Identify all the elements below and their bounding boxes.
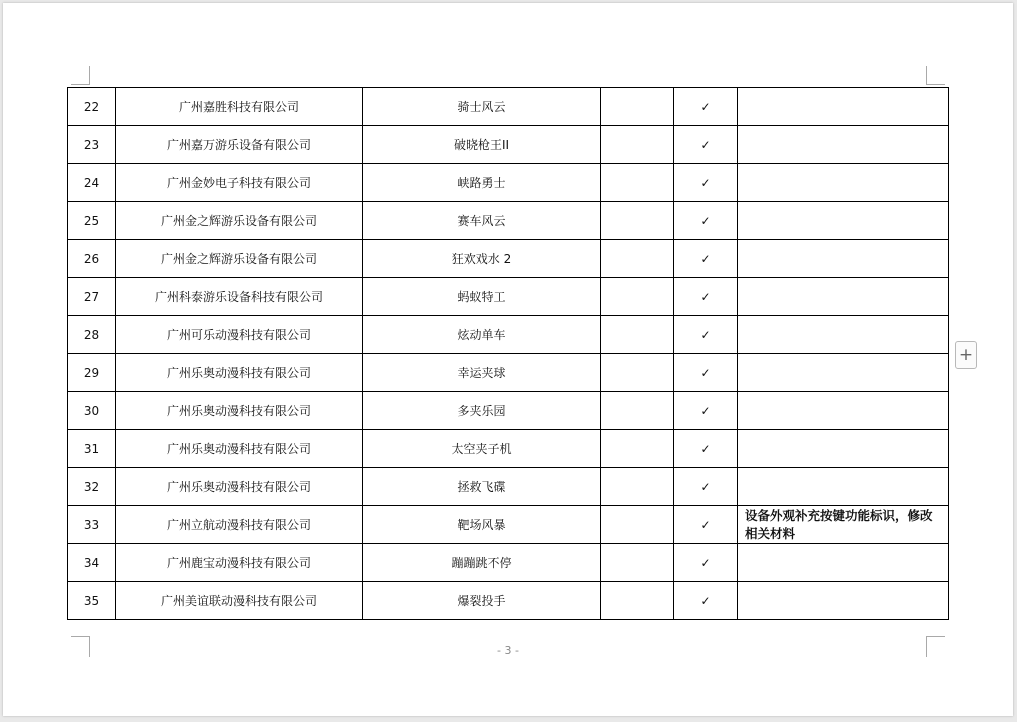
crop-mark-top-left xyxy=(71,66,90,85)
product-name-cell[interactable]: 拯救飞碟 xyxy=(363,468,601,506)
remark-cell[interactable] xyxy=(738,278,949,316)
table-row xyxy=(68,164,949,202)
product-name-cell[interactable]: 幸运夹球 xyxy=(363,354,601,392)
checkmark-icon[interactable]: ✓ xyxy=(674,506,738,544)
checkmark-icon[interactable]: ✓ xyxy=(674,240,738,278)
row-number-cell[interactable]: 22 xyxy=(68,88,116,126)
row-number-cell[interactable]: 26 xyxy=(68,240,116,278)
company-cell[interactable]: 广州金妙电子科技有限公司 xyxy=(116,164,363,202)
remark-cell[interactable] xyxy=(738,582,949,620)
blank-cell[interactable] xyxy=(601,392,674,430)
checkmark-icon[interactable]: ✓ xyxy=(674,582,738,620)
product-name-cell[interactable]: 靶场风暴 xyxy=(363,506,601,544)
company-cell[interactable]: 广州立航动漫科技有限公司 xyxy=(116,506,363,544)
product-name-cell[interactable]: 蹦蹦跳不停 xyxy=(363,544,601,582)
product-name-cell[interactable]: 蚂蚁特工 xyxy=(363,278,601,316)
checkmark-icon[interactable]: ✓ xyxy=(674,126,738,164)
checkmark-icon[interactable]: ✓ xyxy=(674,202,738,240)
blank-cell[interactable] xyxy=(601,240,674,278)
blank-cell[interactable] xyxy=(601,316,674,354)
row-number-cell[interactable]: 28 xyxy=(68,316,116,354)
remark-cell[interactable] xyxy=(738,88,949,126)
blank-cell[interactable] xyxy=(601,430,674,468)
blank-cell[interactable] xyxy=(601,278,674,316)
checkmark-icon[interactable]: ✓ xyxy=(674,164,738,202)
remark-cell[interactable] xyxy=(738,164,949,202)
product-name-cell[interactable]: 赛车风云 xyxy=(363,202,601,240)
company-cell[interactable]: 广州金之辉游乐设备有限公司 xyxy=(116,202,363,240)
table-row xyxy=(68,88,949,126)
checkmark-icon[interactable]: ✓ xyxy=(674,430,738,468)
company-cell[interactable]: 广州美谊联动漫科技有限公司 xyxy=(116,582,363,620)
remark-cell[interactable]: 设备外观补充按键功能标识，修改相关材料 xyxy=(738,506,949,544)
checkmark-icon[interactable]: ✓ xyxy=(674,354,738,392)
product-name-cell[interactable]: 狂欢戏水 2 xyxy=(363,240,601,278)
row-number-cell[interactable]: 24 xyxy=(68,164,116,202)
crop-mark-top-right xyxy=(926,66,945,85)
table-row xyxy=(68,202,949,240)
product-name-cell[interactable]: 爆裂投手 xyxy=(363,582,601,620)
row-number-cell[interactable]: 27 xyxy=(68,278,116,316)
blank-cell[interactable] xyxy=(601,126,674,164)
company-cell[interactable]: 广州鹿宝动漫科技有限公司 xyxy=(116,544,363,582)
company-cell[interactable]: 广州金之辉游乐设备有限公司 xyxy=(116,240,363,278)
blank-cell[interactable] xyxy=(601,506,674,544)
remark-cell[interactable] xyxy=(738,430,949,468)
company-cell[interactable]: 广州乐奥动漫科技有限公司 xyxy=(116,354,363,392)
product-name-cell[interactable]: 峡路勇士 xyxy=(363,164,601,202)
company-cell[interactable]: 广州科泰游乐设备科技有限公司 xyxy=(116,278,363,316)
table-row xyxy=(68,430,949,468)
table-row xyxy=(68,544,949,582)
checkmark-icon[interactable]: ✓ xyxy=(674,88,738,126)
row-number-cell[interactable]: 35 xyxy=(68,582,116,620)
blank-cell[interactable] xyxy=(601,468,674,506)
table-row xyxy=(68,126,949,164)
checkmark-icon[interactable]: ✓ xyxy=(674,468,738,506)
checkmark-icon[interactable]: ✓ xyxy=(674,316,738,354)
table-row xyxy=(68,582,949,620)
row-number-cell[interactable]: 31 xyxy=(68,430,116,468)
company-cell[interactable]: 广州可乐动漫科技有限公司 xyxy=(116,316,363,354)
company-cell[interactable]: 广州嘉胜科技有限公司 xyxy=(116,88,363,126)
company-cell[interactable]: 广州乐奥动漫科技有限公司 xyxy=(116,392,363,430)
row-number-cell[interactable]: 30 xyxy=(68,392,116,430)
product-name-cell[interactable]: 破晓枪王II xyxy=(363,126,601,164)
checkmark-icon[interactable]: ✓ xyxy=(674,278,738,316)
remark-cell[interactable] xyxy=(738,468,949,506)
blank-cell[interactable] xyxy=(601,354,674,392)
table-row xyxy=(68,392,949,430)
checkmark-icon[interactable]: ✓ xyxy=(674,392,738,430)
checkmark-icon[interactable]: ✓ xyxy=(674,544,738,582)
add-row-button[interactable]: + xyxy=(955,341,977,369)
blank-cell[interactable] xyxy=(601,164,674,202)
remark-cell[interactable] xyxy=(738,202,949,240)
table-row xyxy=(68,506,949,544)
company-cell[interactable]: 广州乐奥动漫科技有限公司 xyxy=(116,430,363,468)
remark-cell[interactable] xyxy=(738,316,949,354)
row-number-cell[interactable]: 25 xyxy=(68,202,116,240)
table-row xyxy=(68,354,949,392)
remark-cell[interactable] xyxy=(738,354,949,392)
row-number-cell[interactable]: 34 xyxy=(68,544,116,582)
blank-cell[interactable] xyxy=(601,202,674,240)
row-number-cell[interactable]: 33 xyxy=(68,506,116,544)
remark-cell[interactable] xyxy=(738,392,949,430)
remark-cell[interactable] xyxy=(738,126,949,164)
blank-cell[interactable] xyxy=(601,544,674,582)
table-row xyxy=(68,278,949,316)
blank-cell[interactable] xyxy=(601,582,674,620)
row-number-cell[interactable]: 32 xyxy=(68,468,116,506)
blank-cell[interactable] xyxy=(601,88,674,126)
table-row xyxy=(68,468,949,506)
document-page xyxy=(3,3,1013,716)
company-cell[interactable]: 广州乐奥动漫科技有限公司 xyxy=(116,468,363,506)
product-name-cell[interactable]: 太空夹子机 xyxy=(363,430,601,468)
product-name-cell[interactable]: 炫动单车 xyxy=(363,316,601,354)
row-number-cell[interactable]: 23 xyxy=(68,126,116,164)
table-row xyxy=(68,240,949,278)
product-name-cell[interactable]: 多夹乐园 xyxy=(363,392,601,430)
company-cell[interactable]: 广州嘉万游乐设备有限公司 xyxy=(116,126,363,164)
product-name-cell[interactable]: 骑士风云 xyxy=(363,88,601,126)
row-number-cell[interactable]: 29 xyxy=(68,354,116,392)
page-number: - 3 - xyxy=(497,644,519,657)
review-table xyxy=(67,87,949,620)
remark-cell[interactable] xyxy=(738,544,949,582)
remark-cell[interactable] xyxy=(738,240,949,278)
table-row xyxy=(68,316,949,354)
